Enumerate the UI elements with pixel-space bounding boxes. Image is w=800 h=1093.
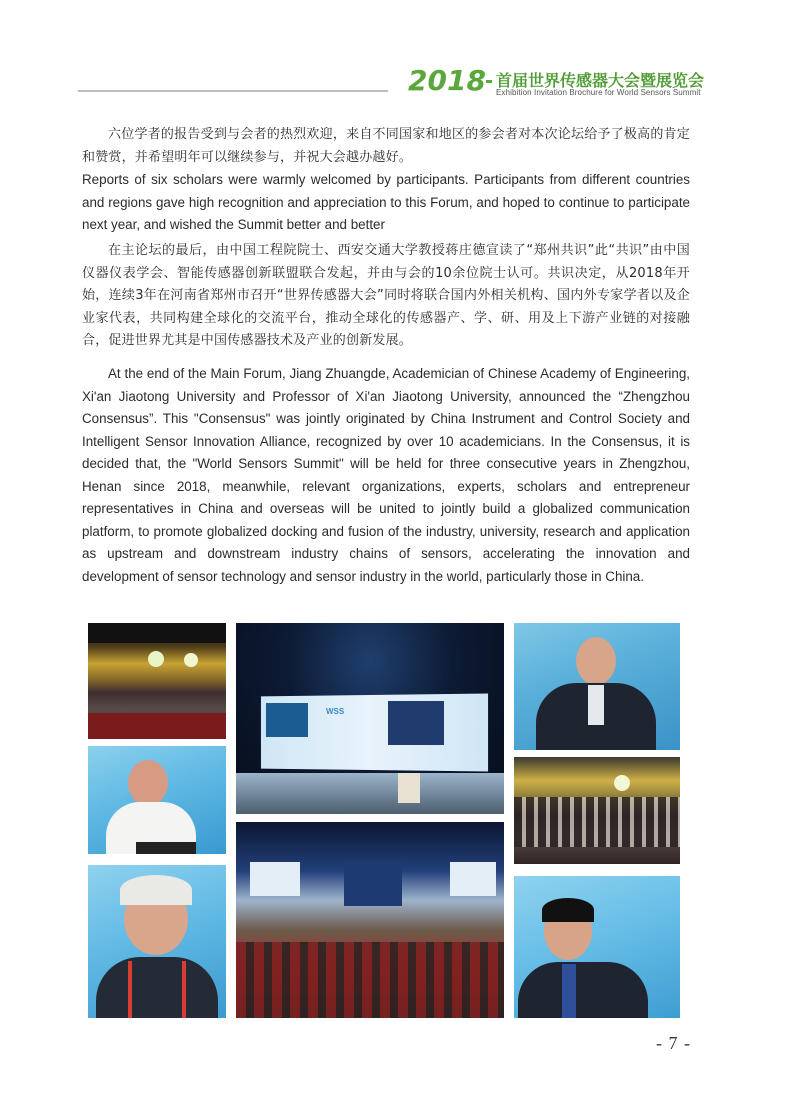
paragraph-1-en: Reports of six scholars were warmly welcomed by participants. Participants from different countries and regions gave high recognition and appreciation to this Forum, and hoped to continue to participate next year, and wished the Summit better and better: [82, 172, 690, 232]
page-header: [0, 0, 800, 110]
speaker-photo-3: [88, 865, 226, 1018]
stage-screen-logo: WSS: [326, 707, 345, 716]
main-stage-photo: [236, 623, 504, 814]
speaker-photo-4: [514, 876, 680, 1018]
paragraph-1-cn: 六位学者的报告受到与会者的热烈欢迎，来自不同国家和地区的参会者对本次论坛给予了极高的肯定和赞赏，并希望明年可以继续参与，并祝大会越办越好。: [82, 127, 690, 165]
logo-year: 2018: [408, 64, 486, 97]
audience-photo-2: [514, 757, 680, 864]
speaker-photo-2: [88, 746, 226, 854]
page-number: - 7 -: [656, 1033, 691, 1053]
header-rule: [78, 90, 388, 92]
logo-subtitle-en: Exhibition Invitation Brochure for World Sensors Summit: [496, 88, 701, 97]
speaker-photo-1: [514, 623, 680, 750]
summit-logo: [408, 64, 705, 104]
paragraph-3-en: At the end of the Main Forum, Jiang Zhuangde, Academician of Chinese Academy of Engineering, Xi'an Jiaotong University and Professor of Xi'an Jiaotong University, announced the “Zhengzhou Consensus”. This "Consensus" was jointly originated by China Instrument and Control Society and Intelligent Sensor Innovation Alliance, recognized by over 10 academicians. In the Consensus, it is decided that, the "World Sensors Summit" will be held for three consecutive years in Zhengzhou, Henan since 2018, meanwhile, relevant organizations, experts, scholars and entrepreneur representatives in China and overseas will be united to jointly build a globalized communication platform, to promote globalized docking and fusion of the industry, university, research and application as upstream and downstream industry chains of sensors, accelerating the innovation and development of sensor technology and sensor industry in the world, particularly those in China.: [82, 366, 690, 584]
venue-wide-photo: [236, 822, 504, 1018]
paragraph-1: [82, 124, 690, 237]
paragraph-2-cn: 在主论坛的最后，由中国工程院院士、西安交通大学教授蒋庄德宣读了“郑州共识”此“共识”由中国仪器仪表学会、智能传感器创新联盟联合发起，并由与会的10余位院士认可。共识决定，从2018年开始，连续3年在河南省郑州市召开“世界传感器大会”同时将联合国内外相关机构、国内外专家学者以及企业家代表，共同构建全球化的交流平台，推动全球化的传感器产、学、研、用及上下游产业链的对接融合，促进世界尤其是中国传感器技术及产业的创新发展。: [82, 243, 690, 348]
logo-dash: [486, 80, 492, 83]
audience-photo-1: [88, 623, 226, 739]
logo-title-cn: 首届世界传感器大会暨展览会: [496, 71, 705, 90]
